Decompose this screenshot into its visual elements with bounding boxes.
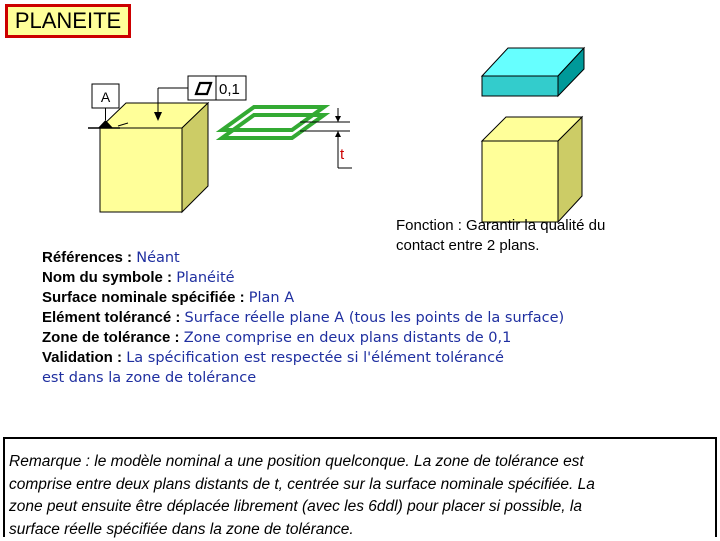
zone-label-t: t bbox=[340, 146, 345, 163]
spec-surface-label: Surface nominale spécifiée : bbox=[42, 289, 249, 306]
spec-element-value: Surface réelle plane A (tous les points de la surface) bbox=[185, 310, 565, 326]
right-cube-front bbox=[482, 141, 558, 222]
spec-validation-value-1: La spécification est respectée si l'élément tolérancé bbox=[126, 350, 504, 366]
spec-symbol-value: Planéité bbox=[176, 270, 234, 286]
remark-line-3: zone peut ensuite être déplacée librement (avec les 6ddl) pour placer si possible, la bbox=[9, 496, 709, 519]
spec-references-value: Néant bbox=[136, 250, 180, 266]
spec-zone-label: Zone de tolérance : bbox=[42, 329, 184, 346]
spec-validation-label: Validation : bbox=[42, 349, 126, 366]
spec-symbol bbox=[42, 268, 712, 288]
page-title: PLANEITE bbox=[15, 8, 121, 34]
spec-validation bbox=[42, 348, 712, 368]
spec-validation-value-2: est dans la zone de tolérance bbox=[42, 370, 256, 386]
plate-front bbox=[482, 76, 558, 96]
tolerance-zone bbox=[222, 107, 352, 168]
zone-dim-arrow-top bbox=[335, 116, 341, 122]
spec-references bbox=[42, 248, 712, 268]
remark-line-4: surface réelle spécifiée dans la zone de tolérance. bbox=[9, 519, 709, 541]
specifications bbox=[42, 248, 712, 388]
spec-references-label: Références : bbox=[42, 249, 136, 266]
right-plate bbox=[482, 48, 584, 96]
remark-line-1: Remarque : le modèle nominal a une position quelconque. La zone de tolérance est bbox=[9, 451, 709, 474]
spec-surface-value: Plan A bbox=[249, 290, 294, 306]
spec-symbol-label: Nom du symbole : bbox=[42, 269, 176, 286]
spec-element bbox=[42, 308, 712, 328]
function-line-1: Fonction : Garantir la qualité du bbox=[396, 216, 696, 236]
datum-label: A bbox=[101, 89, 111, 105]
spec-zone bbox=[42, 328, 712, 348]
left-cube-front bbox=[100, 128, 182, 212]
function-line-2: contact entre 2 plans. bbox=[396, 236, 696, 256]
spec-element-label: Elément tolérancé : bbox=[42, 309, 185, 326]
left-cube bbox=[100, 103, 208, 212]
remark-box bbox=[3, 437, 717, 537]
zone-dim-arrow-bottom bbox=[335, 131, 341, 137]
remark-line-2: comprise entre deux plans distants de t, centrée sur la surface nominale spécifiée. La bbox=[9, 474, 709, 497]
right-cube bbox=[482, 117, 582, 222]
spec-surface bbox=[42, 288, 712, 308]
tolerance-value: 0,1 bbox=[219, 81, 240, 98]
spec-validation-cont bbox=[42, 368, 712, 388]
spec-zone-value: Zone comprise en deux plans distants de 0,1 bbox=[184, 330, 512, 346]
